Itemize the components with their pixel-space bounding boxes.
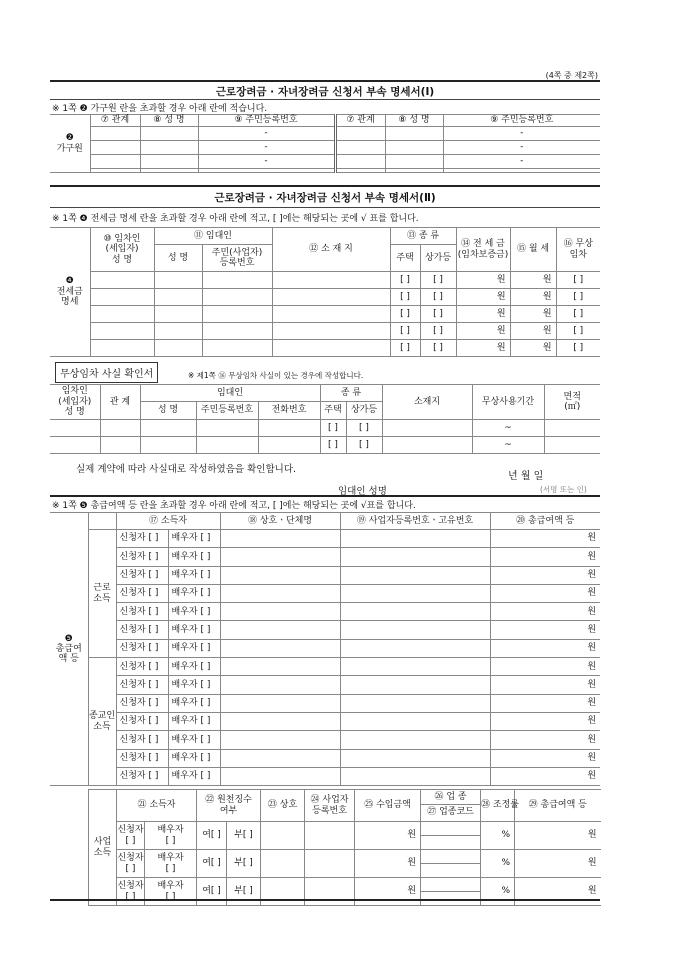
col-shop: 상가등 — [420, 245, 456, 272]
col-relation-2: ⑦ 관계 — [335, 115, 385, 127]
col-biz-total: ㉙ 총급여액 등 — [515, 790, 601, 822]
sec2-title: 근로장려금 · 자녀장려금 신청서 부속 명세서(Ⅱ) — [214, 192, 436, 204]
checkbox[interactable]: [ ] — [346, 420, 382, 437]
checkbox[interactable]: [ ] — [390, 340, 420, 357]
checkbox[interactable]: [ ] — [390, 272, 420, 289]
col-shop: 상가등 — [346, 402, 382, 420]
confirm-text: 실제 계약에 따라 사실대로 작성하였음을 확인합니다. — [76, 464, 297, 475]
col-phone: 전화번호 — [258, 402, 320, 420]
deposit-table: ❹ 전세금 명세 ⑩ 임차인 (세입자) 성 명 ⑪ 임대인 ⑫ 소 재 지 ⑬ 종 류 ⑭ 전 세 금 (임차보증금) ⑮ 월 세 ⑯ 무상 임차 성 명 주민(사업자) 등록번호 주택 상가등 [ ] [ ] 원 원 [ ] [ ] [ ] 원 원 [ ] [ ] [ ] 원 원 [ ] [ ] [ ] 원 원 [ ] [ ] [ ] 원 원 [ ] — [50, 227, 600, 357]
checkbox[interactable]: [ ] — [420, 272, 456, 289]
lessor-signer: 임대인 성명 — [338, 486, 387, 497]
col-total: ⑳ 총급여액 등 — [490, 513, 600, 530]
col-biz-company: ㉓ 상호 — [261, 790, 305, 822]
col-type: ⑬ 종 류 — [390, 228, 456, 245]
col-lessee: 임차인 (세입자) 성 명 — [50, 385, 100, 420]
checkbox[interactable]: [ ] — [320, 420, 346, 437]
col-id-2: ⑨ 주민등록번호 — [443, 115, 600, 127]
bottom-border — [50, 899, 600, 901]
free-lease-box-title: 무상임차 사실 확인서 — [55, 362, 158, 383]
free-lease-note: ※ 제1쪽 ⑯ 무상임차 사실이 있는 경우에 작성합니다. — [188, 371, 364, 380]
col-withhold: ㉒ 원천징수 여부 — [197, 790, 261, 822]
checkbox[interactable]: [ ] — [390, 306, 420, 323]
checkbox[interactable]: [ ] — [556, 340, 600, 357]
col-name: 성 명 — [140, 402, 196, 420]
divider — [50, 207, 600, 208]
checkbox[interactable]: [ ] — [556, 272, 600, 289]
checkbox[interactable]: [ ] — [420, 340, 456, 357]
col-type: 종 류 — [320, 385, 382, 402]
col-free: ⑯ 무상 임차 — [556, 228, 600, 272]
section-divider — [50, 80, 600, 82]
checkbox[interactable]: [ ] — [390, 323, 420, 340]
sec1-note: ※ 1쪽 ❷ 가구원 란을 초과할 경우 아래 란에 적습니다. — [52, 104, 268, 114]
free-lease-table: 임차인 (세입자) 성 명 관 계 임대인 종 류 소재지 무상사용기간 면적 (㎡) 성 명 주민등록번호 전화번호 주택 상가등 [ ] [ ] ~ [ ] [ ] ~ — [50, 384, 600, 454]
col-relation: ⑦ 관계 — [90, 115, 140, 127]
col-biz-earner: ㉑ 소득자 — [117, 790, 197, 822]
col-house: 주택 — [320, 402, 346, 420]
col-bizno: ⑲ 사업자등록번호ㆍ고유번호 — [340, 513, 490, 530]
col-rent: ⑮ 월 세 — [510, 228, 556, 272]
col-ratio: ㉘ 조정률 — [481, 790, 515, 822]
col-period: 무상사용기간 — [472, 385, 544, 420]
deposit-label: ❹ 전세금 명세 — [50, 228, 90, 357]
checkbox[interactable]: [ ] — [556, 306, 600, 323]
id-dash[interactable]: - — [198, 127, 335, 141]
col-income: ㉕ 수입금액 — [355, 790, 421, 822]
religion-label: 종교인 소득 — [88, 658, 116, 786]
checkbox[interactable]: [ ] — [390, 289, 420, 306]
col-sector: ㉖ 업 종 — [421, 791, 480, 805]
sec2-note: ※ 1쪽 ❹ 전세금 명세 란을 초과할 경우 아래 란에 적고, [ ]에는 해당되는 곳에 √ 표를 합니다. — [52, 214, 419, 224]
col-lessor-id: 주민(사업자) 등록번호 — [202, 245, 272, 272]
divider — [50, 99, 600, 100]
checkbox[interactable]: [ ] — [556, 289, 600, 306]
col-lessor-name: 성 명 — [154, 245, 202, 272]
col-relation: 관 계 — [100, 385, 140, 420]
checkbox[interactable]: [ ] — [556, 323, 600, 340]
section-divider — [50, 495, 600, 497]
col-lessor: ⑪ 임대인 — [154, 228, 272, 245]
checkbox[interactable]: [ ] — [346, 437, 382, 454]
col-address: 소재지 — [382, 385, 472, 420]
col-id: 주민등록번호 — [196, 402, 258, 420]
section-divider — [50, 185, 600, 187]
checkbox[interactable]: [ ] — [420, 289, 456, 306]
col-lessor: 임대인 — [140, 385, 320, 402]
date-field[interactable]: 년 월 일 — [508, 471, 544, 482]
household-table — [50, 114, 600, 173]
col-sector-code: ㉗ 업종코드 — [427, 807, 474, 817]
checkbox[interactable]: [ ] — [420, 306, 456, 323]
income-table: ❺ 총급여 액 등 ⑰ 소득자 ⑱ 상호ㆍ단체명 ⑲ 사업자등록번호ㆍ고유번호 ⑳ 총급여액 등 근로 소득 신청자 [ ] 배우자 [ ] 원 신청자 [ ] 배우자 [ ] 원 신청자 [ ] 배우자 [ ] 원 신청자 [ ] 배우자 [ ] 원 신청자 [ ] 배우자 [ ] 원 신청자 [ ] 배우자 [ ] 원 신청자 [ ] 배우자 [ ] 원 종교인 소득 신청자 [ ] 배우자 [ ] 원 신청자 [ ] 배우자 [ ] 원 신청자 [ ] 배우자 [ ] 원 신청자 [ ] 배우자 [ ] 원 신청자 [ ] 배우자 [ ] 원 신청자 [ ] 배우자 [ ] 원 신청자 [ ] 배우자 [ ] 원 — [50, 512, 600, 786]
checkbox[interactable]: [ ] — [420, 323, 456, 340]
page-number: (4쪽 중 제2쪽) — [545, 71, 598, 80]
col-biz-bizno: ㉔ 사업자 등록번호 — [305, 790, 355, 822]
sign-note: (서명 또는 인) — [540, 485, 587, 494]
col-earner: ⑰ 소득자 — [116, 513, 220, 530]
col-deposit: ⑭ 전 세 금 (임차보증금) — [456, 228, 510, 272]
id-dash[interactable]: - — [198, 141, 335, 155]
col-lessee: ⑩ 임차인 (세입자) 성 명 — [90, 228, 154, 272]
business-table: 사업 소득 ㉑ 소득자 ㉒ 원천징수 여부 ㉓ 상호 ㉔ 사업자 등록번호 ㉕ 수입금액 ㉖ 업 종 ㉗ 업종코드 ㉘ 조정률 ㉙ 총급여액 등 신청자 [ ] 배우자 [ ] 여[ ] 부[ ] 원 % 원 신청자 [ ] 배우자 [ ] 여[ ] 부[ ] 원 % 원 신청자 [ ] 배우자 [ ] 여[ ] 부[ ] 원 % 원 — [88, 789, 601, 906]
sec4-note: ※ 1쪽 ❺ 총급여액 등 란을 초과할 경우 아래 란에 적고, [ ]에는 해당되는 곳에 √표를 합니다. — [52, 501, 416, 511]
business-label: 사업 소득 — [89, 790, 117, 906]
col-name-2: ⑧ 성 명 — [385, 115, 443, 127]
id-dash[interactable]: - — [443, 141, 600, 155]
col-address: ⑫ 소 재 지 — [272, 228, 390, 272]
income-label: ❺ 총급여 액 등 — [50, 513, 88, 786]
col-company: ⑱ 상호ㆍ단체명 — [220, 513, 340, 530]
col-id: ⑨ 주민등록번호 — [198, 115, 335, 127]
id-dash[interactable]: - — [443, 155, 600, 169]
col-area: 면적 (㎡) — [544, 385, 600, 420]
id-dash[interactable]: - — [198, 155, 335, 169]
checkbox[interactable]: [ ] — [320, 437, 346, 454]
household-label: ❷ 가구원 — [50, 115, 90, 173]
id-dash[interactable]: - — [443, 127, 600, 141]
labor-label: 근로 소득 — [88, 530, 116, 658]
col-house: 주택 — [390, 245, 420, 272]
col-name: ⑧ 성 명 — [140, 115, 198, 127]
sec1-title: 근로장려금 · 자녀장려금 신청서 부속 명세서(Ⅰ) — [215, 86, 435, 98]
